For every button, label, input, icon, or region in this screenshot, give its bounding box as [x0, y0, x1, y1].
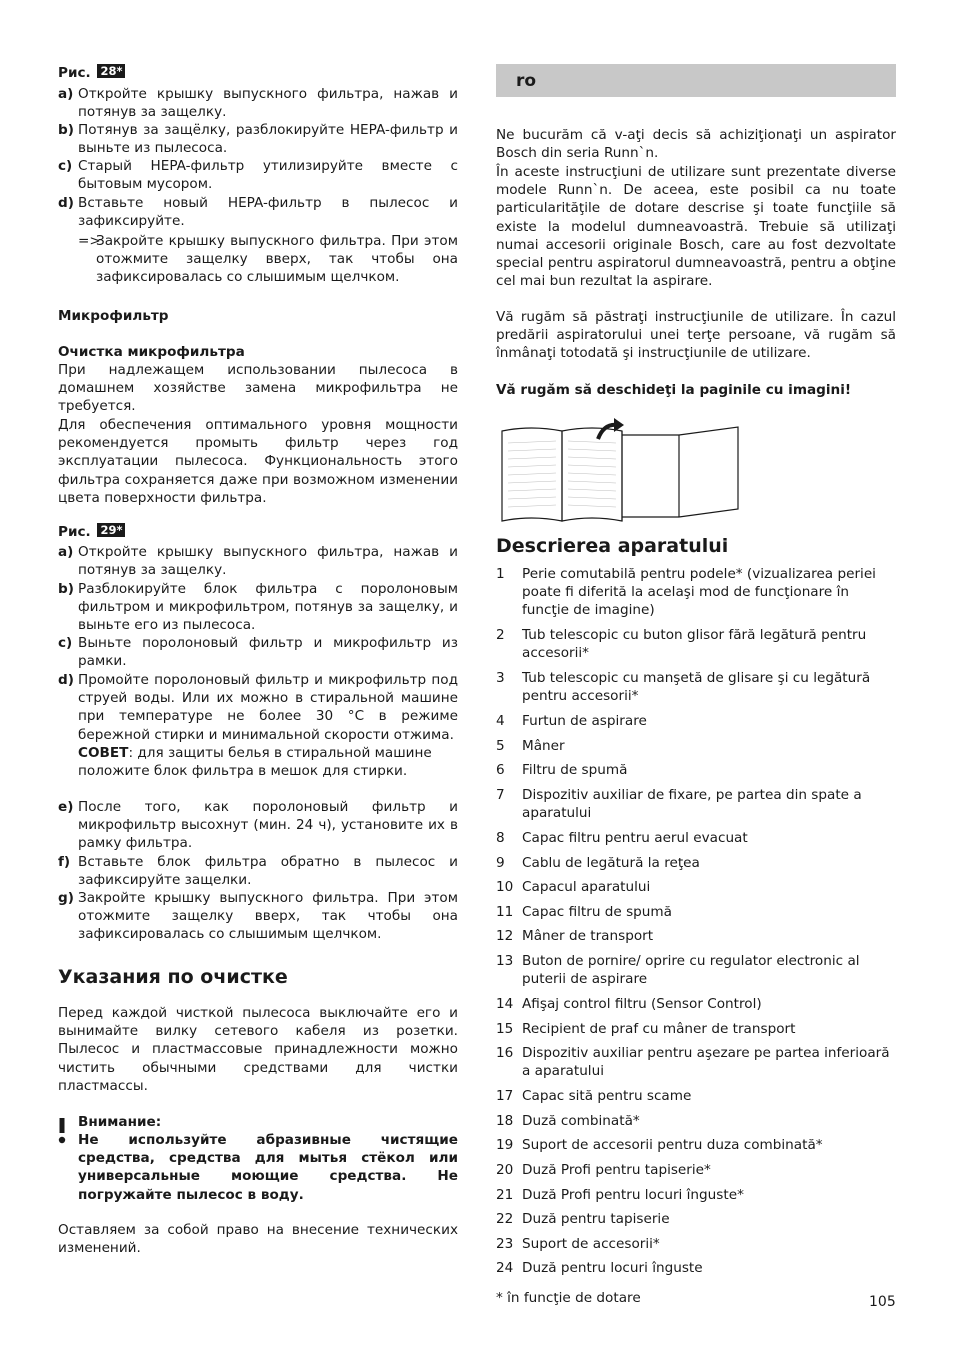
item-number: 2	[496, 627, 505, 643]
list-item	[496, 1259, 896, 1277]
device-description-heading: Descrierea aparatului	[496, 535, 729, 557]
list-item	[496, 1186, 896, 1204]
open-pages-note: Vă rugăm să deschideţi la paginile cu imagini!	[496, 382, 852, 398]
microfilter-paragraph-1: При надлежащем использовании пылесоса в домашнем хозяйстве замена микрофильтра не требуется.	[58, 362, 458, 415]
item-text: Capac filtru de spumă	[522, 904, 672, 920]
list-item	[496, 761, 896, 779]
fig29-step-a	[58, 543, 458, 579]
figure-number-badge: 29*	[97, 523, 125, 537]
list-item	[496, 903, 896, 921]
list-item	[496, 669, 896, 705]
item-text: Dispozitiv auxiliar pentru aşezare pe partea inferioară a aparatului	[522, 1045, 890, 1080]
item-text: Duză pentru tapiserie	[522, 1211, 670, 1227]
item-number: 7	[496, 787, 505, 803]
list-item	[496, 1161, 896, 1179]
list-item	[496, 1112, 896, 1130]
list-item	[496, 1136, 896, 1154]
list-item	[496, 1087, 896, 1105]
step-text: Откройте крышку выпускного фильтра, нажав и потянув за защелку.	[78, 544, 458, 579]
step-text: Промойте поролоновый фильтр и микрофильтр под струей воды. Или их можно в стиральной машине при температуре не более 30 °C в режиме бережной стирки и минимальной скорости отжима.	[78, 672, 458, 743]
item-number: 12	[496, 928, 514, 944]
item-text: Suport de accesorii pentru duza combinată*	[522, 1137, 823, 1153]
list-item	[496, 854, 896, 872]
item-number: 21	[496, 1187, 514, 1203]
list-item	[496, 878, 896, 896]
list-item	[496, 626, 896, 662]
list-item	[496, 927, 896, 945]
item-number: 9	[496, 855, 505, 871]
step-label: a)	[58, 544, 74, 560]
microfilter-clean-heading: Очистка микрофильтра	[58, 344, 245, 360]
item-number: 6	[496, 762, 505, 778]
item-text: Duză Profi pentru locuri înguste*	[522, 1187, 744, 1203]
microfilter-heading: Микрофильтр	[58, 308, 169, 324]
item-text: Duză combinată*	[522, 1113, 640, 1129]
list-item	[496, 1235, 896, 1253]
item-text: Capacul aparatului	[522, 879, 651, 895]
result-text: Закройте крышку выпускного фильтра. При этом отожмите защелку вверх, так чтобы она зафиксировалась со слышимым щелчком.	[96, 233, 458, 286]
figure-29-ref	[58, 523, 125, 540]
item-text: Dispozitiv auxiliar de fixare, pe partea din spate a aparatului	[522, 787, 862, 822]
fig29-step-b	[58, 580, 458, 635]
fig29-step-d	[58, 671, 458, 780]
item-number: 13	[496, 953, 514, 969]
fig28-step-a	[58, 85, 458, 121]
step-text: После того, как поролоновый фильтр и микрофильтр высохнут (мин. 24 ч), установите их в рамку фильтра.	[78, 799, 458, 852]
item-number: 16	[496, 1045, 514, 1061]
step-label: d)	[58, 195, 74, 211]
fig29-step-f	[58, 853, 458, 889]
step-label: e)	[58, 799, 74, 815]
item-text: Mâner de transport	[522, 928, 654, 944]
list-item	[496, 1020, 896, 1038]
microfilter-paragraph-2: Для обеспечения оптимального уровня мощности рекомендуется промыть фильтр через год эксплуатации пылесоса. Функциональность этого фильтра сохраняется даже при возможном изменении цвета поверхности фильтра.	[58, 417, 458, 506]
item-number: 24	[496, 1260, 514, 1276]
item-number: 14	[496, 996, 514, 1012]
item-number: 5	[496, 738, 505, 754]
tip-text: : для защиты белья в стиральной машине положите блок фильтра в мешок для стирки.	[78, 744, 432, 780]
step-label: b)	[58, 581, 74, 597]
item-text: Furtun de aspirare	[522, 713, 647, 729]
item-number: 11	[496, 904, 514, 920]
step-label: f)	[58, 854, 71, 870]
item-text: Recipient de praf cu mâner de transport	[522, 1021, 796, 1037]
figure-28-ref	[58, 64, 125, 81]
rights-note: Оставляем за собой право на внесение технических изменений.	[58, 1222, 458, 1257]
footnote: * în funcţie de dotare	[496, 1290, 641, 1306]
fold-out-pages-illustration	[496, 417, 750, 525]
figure-number-badge: 28*	[97, 64, 125, 78]
item-text: Afişaj control filtru (Sensor Control)	[522, 996, 762, 1012]
step-text: Откройте крышку выпускного фильтра, нажав и потянув за защелку.	[78, 86, 458, 121]
item-number: 8	[496, 830, 505, 846]
step-text: Выньте поролоновый фильтр и микрофильтр из рамки.	[78, 635, 458, 670]
item-text: Tub telescopic cu buton glisor fără legătură pentru accesorii*	[522, 627, 867, 662]
step-label: g)	[58, 890, 74, 906]
cleaning-heading: Указания по очистке	[58, 966, 288, 988]
figure-label: Рис.	[58, 524, 91, 540]
list-item	[496, 737, 896, 755]
fig28-step-b	[58, 121, 458, 157]
tip-note	[78, 744, 458, 780]
item-number: 17	[496, 1088, 514, 1104]
item-number: 3	[496, 670, 505, 686]
intro-paragraph-1: Ne bucurăm că v-aţi decis să achiziţionaţi un aspirator Bosch din seria Runn`n.	[496, 127, 896, 162]
item-text: Perie comutabilă pentru podele* (vizualizarea periei poate fi diferită la acelaşi mod de funcţionare în funcţie de imagine)	[522, 566, 876, 619]
warning-text: Не используйте абразивные чистящие средства, средства для мытья стёкол или универсальные моющие средства. Не погружайте пылесос в воду.	[78, 1132, 458, 1203]
language-bar	[496, 64, 896, 97]
fig28-step-c	[58, 157, 458, 193]
item-text: Duză pentru locuri înguste	[522, 1260, 703, 1276]
item-text: Mâner	[522, 738, 565, 754]
item-text: Cablu de legătură la reţea	[522, 855, 700, 871]
fig29-step-e	[58, 798, 458, 853]
step-label: c)	[58, 158, 73, 174]
item-number: 10	[496, 879, 514, 895]
item-text: Suport de accesorii*	[522, 1236, 660, 1252]
step-text: Вставьте новый HEPA-фильтр в пылесос и зафиксируйте.	[78, 195, 458, 230]
step-label: c)	[58, 635, 73, 651]
page-number: 105	[869, 1294, 896, 1310]
item-number: 20	[496, 1162, 514, 1178]
item-number: 18	[496, 1113, 514, 1129]
fig28-result	[78, 232, 458, 287]
step-label: d)	[58, 672, 74, 688]
step-text: Старый HEPA-фильтр утилизируйте вместе с бытовым мусором.	[78, 158, 458, 193]
item-number: 22	[496, 1211, 514, 1227]
fig29-step-g	[58, 889, 458, 944]
step-label: a)	[58, 86, 74, 102]
item-number: 19	[496, 1137, 514, 1153]
list-item	[496, 995, 896, 1013]
exclamation-warning-icon	[58, 1118, 66, 1146]
language-code: ro	[516, 71, 537, 91]
item-text: Capac filtru pentru aerul evacuat	[522, 830, 748, 846]
item-number: 23	[496, 1236, 514, 1252]
step-label: b)	[58, 122, 74, 138]
step-text: Закройте крышку выпускного фильтра. При этом отожмите защелку вверх, так чтобы она зафиксировалась со слышимым щелчком.	[78, 890, 458, 943]
list-item	[496, 565, 896, 620]
list-item	[496, 712, 896, 730]
list-item	[496, 952, 896, 988]
item-text: Filtru de spumă	[522, 762, 628, 778]
item-number: 15	[496, 1021, 514, 1037]
fig29-step-c	[58, 634, 458, 670]
list-item	[496, 829, 896, 847]
list-item	[496, 786, 896, 822]
item-text: Tub telescopic cu manşetă de glisare şi cu legătură pentru accesorii*	[522, 670, 871, 705]
intro-paragraph-2: În aceste instrucţiuni de utilizare sunt prezentate diverse modele Runn`n. De aceea, este posibil ca nu toate particularităţile de dotare descrise şi toate funcţiile să existe la modelul dumneavoastră. Trebuie să utilizaţi numai accesorii originale Bosch, care au fost dezvoltate special pentru aspiratorul dumneavoastră, pentru a obţine cel mai bun rezultat la aspirare.	[496, 164, 896, 290]
arrow-marker: =>	[78, 233, 101, 249]
cleaning-paragraph: Перед каждой чисткой пылесоса выключайте его и вынимайте вилку сетевого кабеля из розетки. Пылесос и пластмассовые принадлежности можно чистить обычными средствами для чистки пластмассы.	[58, 1005, 458, 1094]
step-text: Разблокируйте блок фильтра с поролоновым фильтром и микрофильтром, потянув за защелку, и выньте его из пылесоса.	[78, 581, 458, 634]
step-text: Потянув за защёлку, разблокируйте HEPA-фильтр и выньте из пылесоса.	[78, 122, 458, 157]
list-item	[496, 1044, 896, 1080]
tip-label: СОВЕТ	[78, 744, 129, 761]
figure-label: Рис.	[58, 65, 91, 81]
intro-paragraph-3: Vă rugăm să păstraţi instrucţiunile de utilizare. În cazul predării aspiratorului unei terţe persoane, vă rugăm să înmânaţi totodată şi instrucţiunile de utilizare.	[496, 309, 896, 362]
item-number: 4	[496, 713, 505, 729]
item-text: Buton de pornire/ oprire cu regulator electronic al puterii de aspirare	[522, 953, 860, 988]
warning-label: Внимание:	[78, 1114, 162, 1130]
fig28-step-d	[58, 194, 458, 230]
item-text: Capac sită pentru scame	[522, 1088, 692, 1104]
item-text: Duză Profi pentru tapiserie*	[522, 1162, 711, 1178]
item-number: 1	[496, 566, 505, 582]
step-text: Вставьте блок фильтра обратно в пылесос и зафиксируйте защелки.	[78, 854, 458, 889]
list-item	[496, 1210, 896, 1228]
